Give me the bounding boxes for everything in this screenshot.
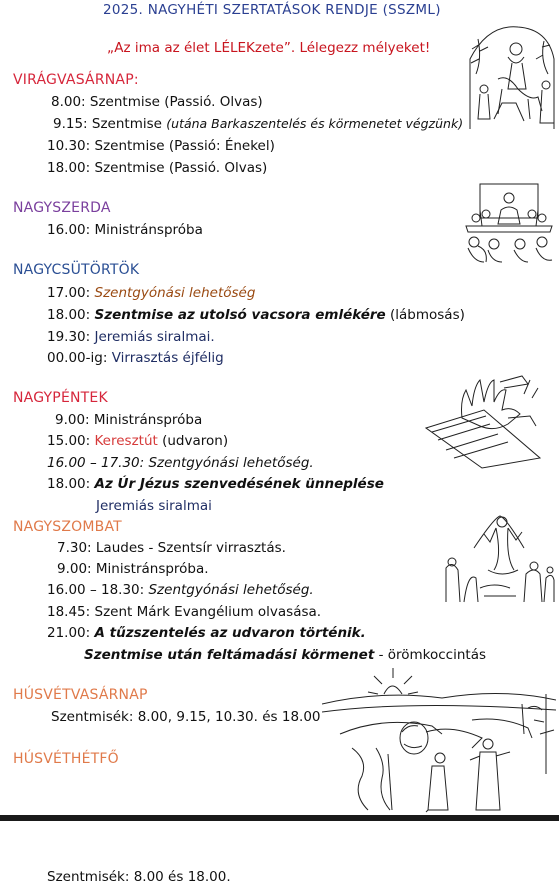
list-item <box>47 306 465 324</box>
text: Szentgyónási lehetőség. <box>148 582 314 598</box>
list-item <box>47 284 255 302</box>
list-item <box>47 432 228 450</box>
time: 18.45: <box>47 604 91 620</box>
heading-nagyszerda: NAGYSZERDA <box>13 200 111 216</box>
heading-nagycsutortok: NAGYCSÜTÖRTÖK <box>13 262 140 278</box>
list-item <box>47 624 366 642</box>
heading-husvethetfo: HÚSVÉTHÉTFŐ <box>13 751 119 767</box>
list-item <box>47 475 384 493</box>
text: Ministránspróba <box>93 412 203 428</box>
divider <box>0 815 559 821</box>
text: Jeremiás siralmai. <box>94 329 215 345</box>
time: 9.15: <box>53 116 88 132</box>
heading-nagyszombat: NAGYSZOMBAT <box>13 519 122 535</box>
text: Virrasztás éjfélig <box>111 350 224 366</box>
list-item <box>47 221 203 239</box>
text: Szentgyónási lehetőség <box>94 285 256 301</box>
list-item <box>47 328 215 346</box>
list-item <box>55 411 202 429</box>
heading-viragvasarnap: VIRÁGVASÁRNAP: <box>13 72 139 88</box>
masses-line: Szentmisék: 8.00, 9.15, 10.30. és 18.00 <box>51 709 321 725</box>
time: 10.30: <box>47 138 91 154</box>
list-item <box>47 137 275 155</box>
time: 15.00: <box>47 433 91 449</box>
list-item <box>47 581 314 599</box>
heading-husvetvasarnap: HÚSVÉTVASÁRNAP <box>13 687 148 703</box>
text: Szentgyónási lehetőség. <box>148 455 314 471</box>
masses-line: Szentmisék: 8.00 és 18.00. <box>47 869 231 885</box>
text: Laudes - Szentsír virrasztás. <box>95 540 286 556</box>
time: 21.00: <box>47 625 91 641</box>
time: 18.00: <box>47 307 91 323</box>
list-item <box>47 603 321 621</box>
note: (utána Barkaszentelés és körmenetet végzünk) <box>166 116 464 131</box>
time: 18.00: <box>47 160 91 176</box>
list-item <box>47 454 314 472</box>
time: 9.00: <box>57 561 92 577</box>
list-item <box>51 93 263 111</box>
time: 18.00: <box>47 476 91 492</box>
time: 16.00 – 17.30: <box>47 455 145 471</box>
text: Ministránspróba <box>94 222 203 238</box>
time: 16.00: <box>47 222 91 238</box>
text: Keresztút <box>94 433 158 449</box>
note: - örömkoccintás <box>374 647 487 663</box>
text: Szent Márk Evangélium olvasása. <box>94 604 322 620</box>
page-title: 2025. NAGYHÉTI SZERTATÁSOK RENDJE (SSZML) <box>103 2 441 18</box>
text: Szentmise után feltámadási körmenet <box>84 647 375 663</box>
extra-line: Jeremiás siralmai <box>96 498 212 514</box>
note: (lábmosás) <box>385 307 465 323</box>
time: 00.00-ig: <box>47 350 108 366</box>
list-item <box>57 560 209 578</box>
text: Szentmise (Passió: Énekel) <box>94 138 275 154</box>
list-item <box>53 115 463 133</box>
resurrection-icon <box>444 508 556 604</box>
time: 9.00: <box>55 412 90 428</box>
time: 16.00 – 18.30: <box>47 582 145 598</box>
text: Az Úr Jézus szenvedésének ünneplése <box>94 476 384 492</box>
extra-line <box>84 646 486 664</box>
text: Szentmise az utolsó vacsora emlékére <box>94 307 386 323</box>
text: Szentmise <box>91 116 162 132</box>
time: 19.30: <box>47 329 91 345</box>
list-item <box>47 159 267 177</box>
last-supper-icon <box>462 180 556 264</box>
crucifixion-hand-icon <box>424 370 542 470</box>
heading-nagypentek: NAGYPÉNTEK <box>13 390 108 406</box>
time: 8.00: <box>51 94 86 110</box>
text: Szentmise (Passió. Olvas) <box>94 160 268 176</box>
empty-tomb-icon <box>322 664 556 814</box>
text: A tűzszentelés az udvaron történik. <box>94 625 366 641</box>
list-item <box>57 539 286 557</box>
time: 17.00: <box>47 285 91 301</box>
palm-sunday-icon <box>468 19 556 131</box>
text: Szentmise (Passió. Olvas) <box>89 94 263 110</box>
time: 7.30: <box>57 540 92 556</box>
text: Ministránspróba. <box>95 561 209 577</box>
list-item <box>47 349 224 367</box>
note: (udvaron) <box>157 433 229 449</box>
motto: „Az ima az élet LÉLEKzete”. Lélegezz mélyeket! <box>107 40 431 56</box>
